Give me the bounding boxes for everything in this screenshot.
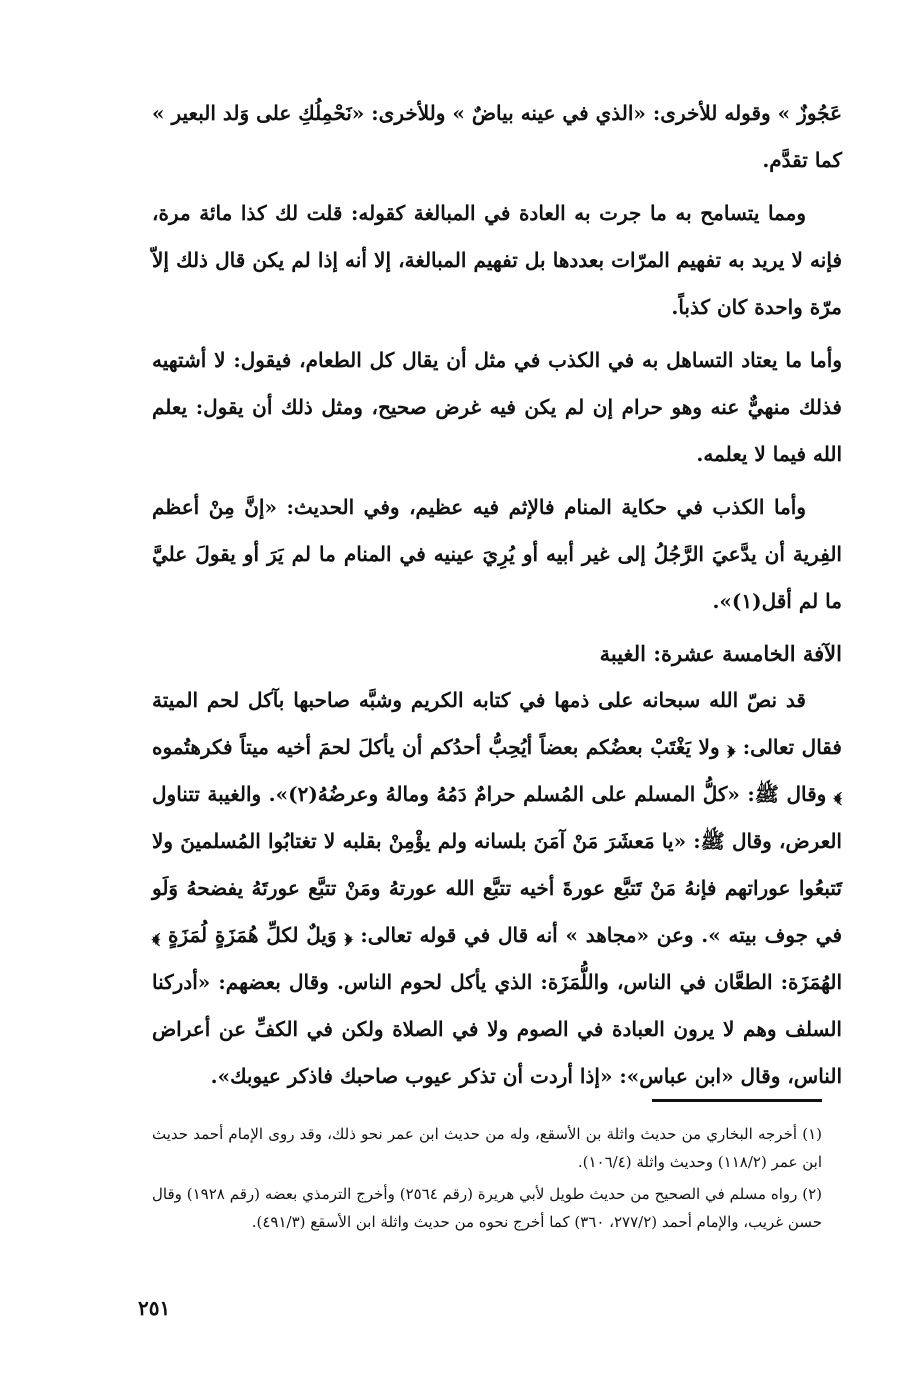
footnote-divider — [652, 1099, 822, 1102]
footnotes — [152, 1120, 822, 1240]
footnote-2: (٢) رواه مسلم في الصحيح من حديث طويل لأبي هريرة (رقم ٢٥٦٤) وأخرج الترمذي بعضه (رقم ١٩٢٨) وقال حسن غريب، والإمام أحمد (٢٧٧/٢، ٣٦٠) كما أخرج نحوه من حديث واثلة ابن الأسقع (٤٩١/٣). — [152, 1185, 822, 1231]
paragraph-leniency: وأما ما يعتاد التساهل به في الكذب في مثل أن يقال كل الطعام، فيقول: لا أشتهيه فذلك منهيٌّ عنه وهو حرام إن لم يكن فيه غرض صحيح، ومثل ذلك أن يقول: يعلم الله فيما لا يعلمه. — [152, 348, 842, 466]
paragraph-continuation: عَجُوزٌ » وقوله للأخرى: «الذي في عينه بياضٌ » وللأخرى: «نَحْمِلُكِ على وَلد البعير » كما تقدَّم. — [152, 101, 842, 172]
section-heading: الآفة الخامسة عشرة: الغيبة — [599, 641, 842, 666]
page-number: ٢٥١ — [138, 1296, 171, 1320]
paragraph-backbiting: قد نصّ الله سبحانه على ذمها في كتابه الكريم وشبَّه صاحبها بآكل لحم الميتة فقال تعالى: ﴿ ولا يَغْتَبْ بعضُكم بعضاً أيُحِبُّ أحدُكم أن يأكلَ لحمَ أخيه ميتاً فكرهتُموه ﴾ وقال ﷺ: «كلُّ المسلم على المُسلم حرامٌ دَمُهُ ومالهُ وعرضُهُ(٢)». والغيبة تتناول العرض، وقال ﷺ: «يا مَعشَرَ مَنْ آمَنَ بلسانه ولم يؤْمِنْ بقلبه لا تغتابُوا المُسلمينَ ولا تَتبعُوا عوراتهم فإنهُ مَنْ تَتبَّع عورةَ أخيه تتبَّع الله عورتهُ ومَنْ تتبَّع عورتَهُ يفضحهُ وَلَو في جوف بيته ». وعن «مجاهد » أنه قال في قوله تعالى: ﴿ وَيلٌ لكلِّ هُمَزَةٍ لُمَزَةٍ ﴾ الهُمَزَة: الطعَّان في الناس، واللُّمَزَة: الذي يأكل لحوم الناس. وقال بعضهم: «أدركنا السلف وهم لا يرون العبادة في الصوم ولا في الصلاة ولكن في الكفِّ عن أعراض الناس، وقال «ابن عباس»: «إذا أردت أن تذكر عيوب صاحبك فاذكر عيوبك». — [152, 688, 843, 1088]
main-text — [152, 90, 842, 1100]
footnote-1: (١) أخرجه البخاري من حديث واثلة بن الأسقع، وله من حديث ابن عمر نحو ذلك، وقد روى الإمام أحمد حديث ابن عمر (١١٨/٢) وحديث واثلة (١٠٦/٤). — [152, 1125, 822, 1171]
paragraph-exaggeration: ومما يتسامح به ما جرت به العادة في المبالغة كقوله: قلت لك كذا مائة مرة، فإنه لا يريد به تفهيم المرّات بعددها بل تفهيم المبالغة، إلا أنه إذا لم يكن قال ذلك إلاّ مرّة واحدة كان كذباً. — [152, 201, 843, 319]
paragraph-dream-lies: وأما الكذب في حكاية المنام فالإثم فيه عظيم، وفي الحديث: «إنَّ مِنْ أعظم الفِرية أن يدَّعيَ الرَّجُلُ إلى غير أبيه أو يُرِيَ عينيه في المنام ما لم يَرَ أو يقولَ عليَّ ما لم أقل(١)». — [152, 495, 842, 613]
